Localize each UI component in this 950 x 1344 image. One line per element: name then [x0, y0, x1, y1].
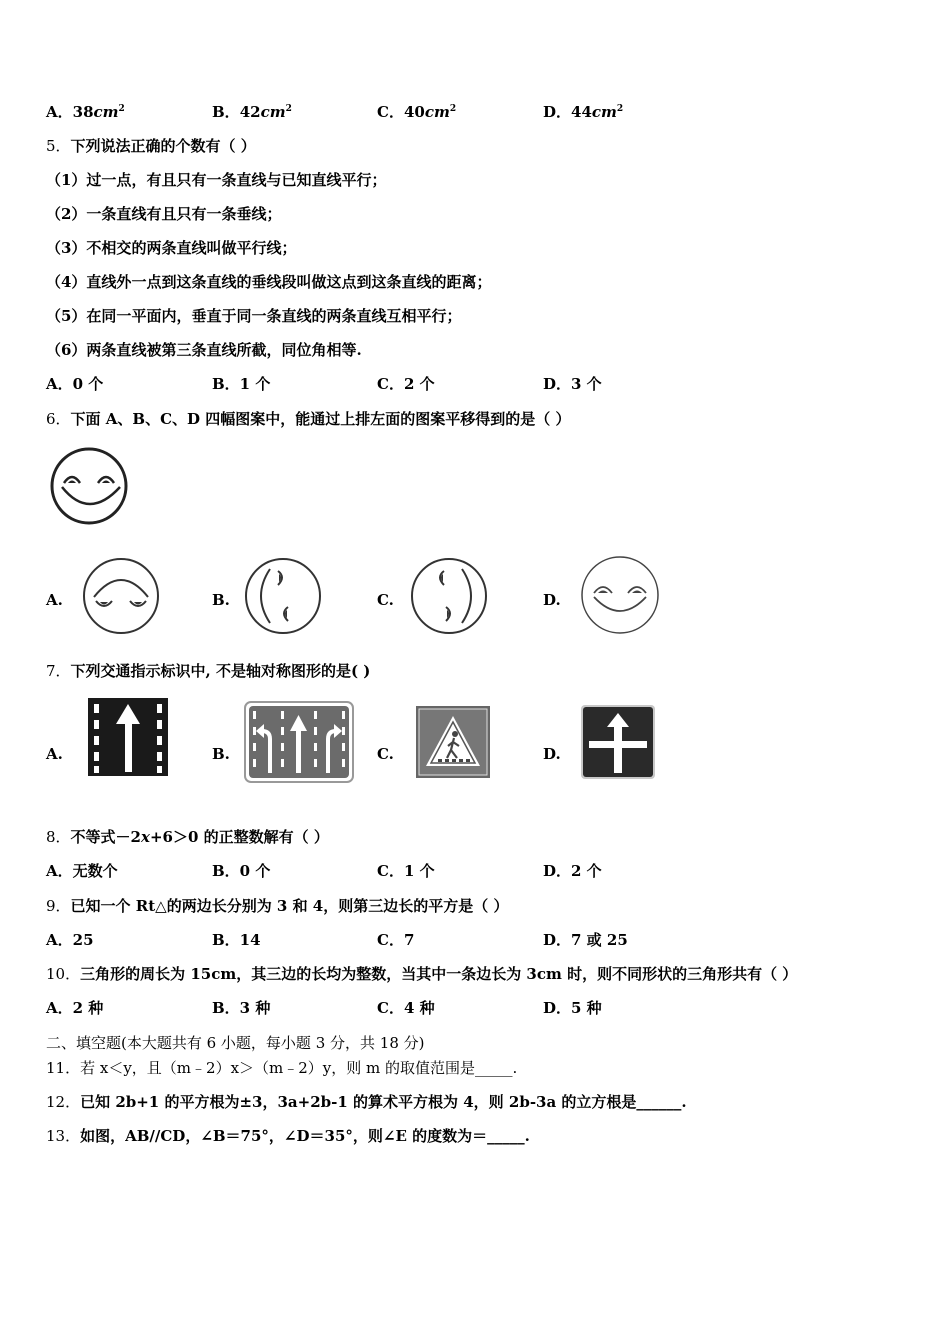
q10-option-c: C．4 种 — [377, 999, 435, 1017]
q7-sign-c-pedestrian-crossing-icon — [416, 706, 490, 778]
q4-option-d: D．$44cm^2$ — [543, 103, 624, 121]
q8-option-b: B．0 个 — [212, 862, 271, 880]
q6-choice-b-face-icon — [242, 555, 324, 637]
q8-option-d: D．2 个 — [543, 862, 602, 880]
q5-item-3: （3）不相交的两条直线叫做平行线； — [46, 239, 297, 257]
q4-option-a: A．$38cm^2$ — [46, 103, 125, 121]
q9-option-d: D．7 或 25 — [543, 931, 628, 949]
q8-option-a: A．无数个 — [46, 862, 118, 880]
q9-stem: 9．已知一个 Rt△的两边长分别为 3 和 4，则第三边长的平方是（ ） — [46, 897, 509, 915]
q5-stem: 5．下列说法正确的个数有（ ） — [46, 137, 256, 155]
q5-option-c: C．2 个 — [377, 375, 435, 393]
q6-original-smiley-icon — [48, 445, 130, 527]
q10-option-b: B．3 种 — [212, 999, 271, 1017]
q5-option-a: A．0 个 — [46, 375, 104, 393]
q6-label-a: A. — [46, 591, 63, 609]
q10-option-a: A．2 种 — [46, 999, 104, 1017]
q6-label-b: B. — [212, 591, 230, 609]
q9-option-c: C．7 — [377, 931, 415, 949]
q7-sign-a-straight-lane-icon — [88, 698, 168, 776]
q13-stem: 13．如图，AB//CD，∠B＝75°，∠D＝35°，则∠E 的度数为＝_____. — [46, 1127, 530, 1145]
q6-choice-a-face-icon — [80, 555, 162, 637]
q5-option-d: D．3 个 — [543, 375, 602, 393]
section-2-heading: 二、填空题(本大题共有 6 小题，每小题 3 分，共 18 分) — [46, 1034, 425, 1052]
q7-label-d: D. — [543, 745, 561, 763]
q10-option-d: D．5 种 — [543, 999, 602, 1017]
q5-option-b: B．1 个 — [212, 375, 271, 393]
q4-option-c: C．$40cm^2$ — [377, 103, 457, 121]
q5-item-5: （5）在同一平面内，垂直于同一条直线的两条直线互相平行； — [46, 307, 462, 325]
q6-label-d: D. — [543, 591, 561, 609]
q7-sign-d-intersection-icon — [581, 705, 655, 779]
q6-label-c: C. — [377, 591, 394, 609]
q5-item-1: （1）过一点，有且只有一条直线与已知直线平行； — [46, 171, 387, 189]
q4-option-b: B．$42cm^2$ — [212, 103, 292, 121]
q10-stem: 10．三角形的周长为 15cm，其三边的长均为整数，当其中一条边长为 3cm 时，则不同形状的三角形共有（ ） — [46, 965, 798, 983]
q7-label-a: A. — [46, 745, 63, 763]
q7-label-c: C. — [377, 745, 394, 763]
q12-stem: 12．已知 2b+1 的平方根为±3，3a+2b-1 的算术平方根为 4，则 2b-3a 的立方根是______. — [46, 1093, 687, 1111]
q9-option-b: B．14 — [212, 931, 261, 949]
q7-stem: 7．下列交通指示标识中, 不是轴对称图形的是( ) — [46, 662, 371, 680]
q6-stem: 6．下面 A、B、C、D 四幅图案中，能通过上排左面的图案平移得到的是（ ） — [46, 410, 571, 428]
q7-label-b: B. — [212, 745, 230, 763]
q5-item-2: （2）一条直线有且只有一条垂线； — [46, 205, 282, 223]
q7-sign-b-lane-direction-icon — [244, 701, 354, 783]
q8-option-c: C．1 个 — [377, 862, 435, 880]
q6-choice-c-face-icon — [408, 555, 490, 637]
q11-stem: 11．若 x＜y，且（m﹣2）x＞（m﹣2）y，则 m 的取值范围是_____. — [46, 1059, 518, 1077]
q5-item-4: （4）直线外一点到这条直线的垂线段叫做这点到这条直线的距离； — [46, 273, 492, 291]
q5-item-6: （6）两条直线被第三条直线所截，同位角相等. — [46, 341, 362, 359]
q9-option-a: A．25 — [46, 931, 94, 949]
q6-choice-d-smiley-icon — [578, 553, 662, 637]
q8-stem: 8．不等式－2x+6＞0 的正整数解有（ ） — [46, 828, 329, 846]
